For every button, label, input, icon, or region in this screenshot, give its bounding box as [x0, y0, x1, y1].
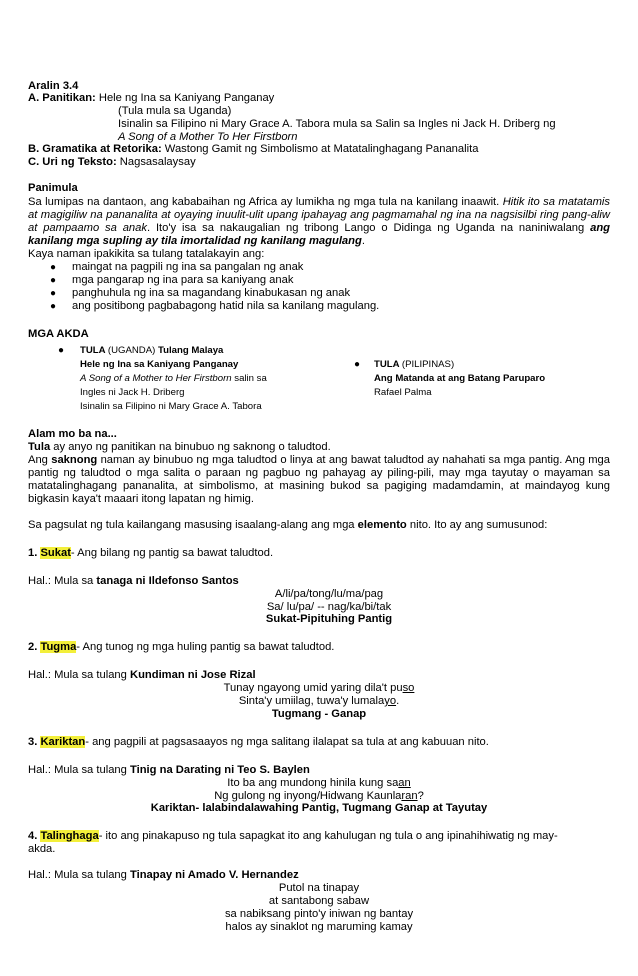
tugma-caption: Tugmang - Ganap — [271, 708, 367, 720]
elemento-intro: Sa pagsulat ng tula kailangang masusing isaalang-alang ang mga elemento nito. Ito ay ang sumusunod: — [28, 519, 548, 531]
panimula-heading: Panimula — [28, 182, 78, 194]
bullet-icon: ● — [50, 262, 57, 273]
akda-left-title: Hele ng Ina sa Kaniyang Panganay — [80, 359, 239, 370]
bullet-icon: ● — [50, 288, 57, 299]
bullet-icon: ● — [50, 275, 57, 286]
sukat-line1: A/li/pa/tong/lu/ma/pag — [274, 588, 384, 600]
akda-right-author: Rafael Palma — [374, 387, 432, 398]
talinghaga-line4: halos ay sinaklot ng maruming kamay — [225, 921, 413, 933]
tugma-example: Hal.: Mula sa tulang Kundiman ni Jose Rizal — [28, 669, 256, 681]
sukat-definition: 1. Sukat- Ang bilang ng pantig sa bawat taludtod. — [28, 547, 274, 559]
tugma-line2: Sinta'y umiilag, tuwa'y lumalayo. — [238, 695, 400, 707]
alam-mo-ba-heading: Alam mo ba na... — [28, 428, 117, 440]
talinghaga-line3: sa nabiksang pinto'y iniwan ng bantay — [224, 908, 414, 920]
talinghaga-definition: 4. Talinghaga- ito ang pinakapuso ng tula sapagkat ito ang kahulugan ng tula o ang ipinahihiwatig ng may- — [28, 830, 558, 842]
panitikan-translation: Isinalin sa Filipino ni Mary Grace A. Tabora mula sa Salin sa Ingles ni Jack H. Driberg ng — [118, 118, 556, 130]
panimula-list-intro: Kaya naman ipakikita sa tulang tatalakayin ang: — [28, 248, 265, 260]
talinghaga-line1: Putol na tinapay — [278, 882, 360, 894]
list-item: mga pangarap ng ina para sa kaniyang anak — [72, 274, 294, 286]
panitikan-line: A. Panitikan: Hele ng Ina sa Kaniyang Panganay — [28, 92, 275, 104]
sukat-line2: Sa/ lu/pa/ -- nag/ka/bi/tak — [266, 601, 392, 613]
sukat-caption: Sukat-Pipituhing Pantig — [265, 613, 393, 625]
talinghaga-example: Hal.: Mula sa tulang Tinapay ni Amado V. Hernandez — [28, 869, 299, 881]
talinghaga-definition-cont: akda. — [28, 843, 56, 855]
akda-left-line1: TULA (UGANDA) Tulang Malaya — [80, 345, 224, 356]
kariktan-example: Hal.: Mula sa tulang Tinig na Darating ni Teo S. Baylen — [28, 764, 310, 776]
akda-left-filipino-translator: Isinalin sa Filipino ni Mary Grace A. Tabora — [80, 401, 262, 412]
sukat-example: Hal.: Mula sa tanaga ni Ildefonso Santos — [28, 575, 239, 587]
mga-akda-heading: MGA AKDA — [28, 328, 89, 340]
talinghaga-line2: at santabong sabaw — [268, 895, 370, 907]
kariktan-caption: Kariktan- lalabindalawahing Pantig, Tugmang Ganap at Tayutay — [150, 802, 488, 814]
tugma-definition: 2. Tugma- Ang tunog ng mga huling pantig sa bawat taludtod. — [28, 641, 335, 653]
tugma-line1: Tunay ngayong umid yaring dila't puso — [223, 682, 415, 694]
list-item: ang positibong pagbabagong hatid nila sa kanilang magulang. — [72, 300, 380, 312]
akda-right-title: Ang Matanda at ang Batang Paruparo — [374, 373, 546, 384]
kariktan-line1: Ito ba ang mundong hinila kung saan — [227, 777, 411, 789]
uri-ng-teksto-line: C. Uri ng Teksto: Nagsasalaysay — [28, 156, 196, 168]
bullet-icon: ● — [354, 359, 361, 370]
list-item: panghuhula ng ina sa magandang kinabukasan ng anak — [72, 287, 351, 299]
panitikan-origin: (Tula mula sa Uganda) — [118, 105, 232, 117]
panimula-paragraph: Sa lumipas na dantaon, ang kababaihan ng Africa ay lumikha ng mga tula na kanilang inaawit. Hitik ito sa matatamis at magigiliw na pananalita at oyaying inuulit-ulit upang ipahayag ang pagmamahal ng ina na nagsisilbi ring pang-aliw at pampaamo sa anak. Ito'y isa sa nakaugalian ng tribong Lango o Didinga ng Uganda na naniniwalang ang kanilang mga supling ay tila imortalidad ng kanilang magulang. — [28, 196, 610, 247]
panitikan-english-title: A Song of a Mother To Her Firstborn — [118, 131, 298, 143]
bullet-icon: ● — [58, 345, 65, 356]
gramatika-line: B. Gramatika at Retorika: Wastong Gamit ng Simbolismo at Matatalinghagang Pananalita — [28, 143, 479, 155]
bullet-icon: ● — [50, 301, 57, 312]
kariktan-line2: Ng gulong ng inyong/Hidwang Kaunlaran? — [214, 790, 424, 802]
tula-definition: Tula ay anyo ng panitikan na binubuo ng saknong o taludtod. — [28, 441, 331, 453]
saknong-paragraph: Ang saknong naman ay binubuo ng mga taludtod o linya at ang bawat taludtod ay nahahati sa mga pantig. Ang mga pantig ng taludtod o mga salita o paraan ng pagbuo ng pahayag ay piling-pili, may mga tayutay o mayaman sa matatalinghagang pananalita, at simbolismo, at masining bukod sa pagiging madamdamin, at maindayog kung bigkasin kaya't maaari itong lapatan ng himig. — [28, 454, 610, 505]
aralin-label: Aralin 3.4 — [28, 80, 79, 92]
akda-left-translator: Ingles ni Jack H. Driberg — [80, 387, 185, 398]
akda-left-english: A Song of a Mother to Her Firstborn salin sa — [80, 373, 267, 384]
kariktan-definition: 3. Kariktan- ang pagpili at pagsasaayos ng mga salitang ilalapat sa tula at ang kabuuan nito. — [28, 736, 489, 748]
list-item: maingat na pagpili ng ina sa pangalan ng anak — [72, 261, 304, 273]
akda-right-line1: TULA (PILIPINAS) — [374, 359, 455, 370]
